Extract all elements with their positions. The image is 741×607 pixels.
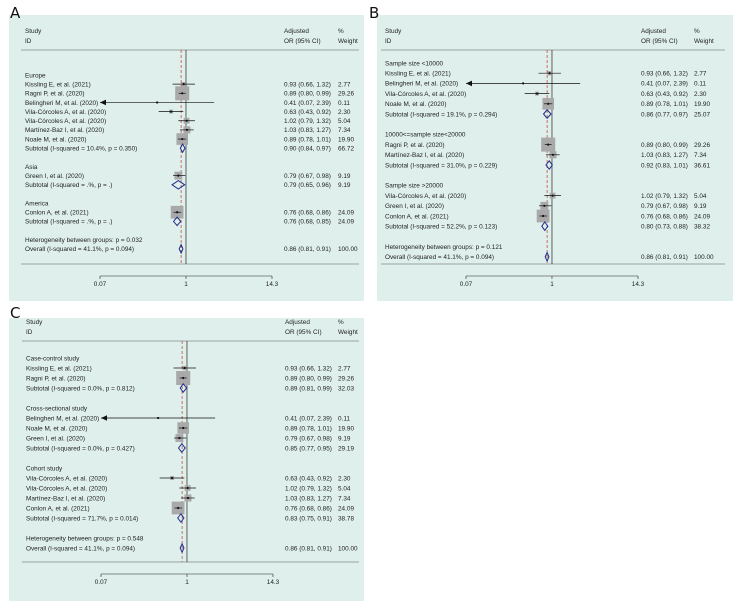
- row-weight: 66.72: [338, 145, 354, 153]
- row-ci: 0.89 (0.78, 1.01): [284, 136, 331, 144]
- row-ci: 0.63 (0.43, 0.92): [641, 90, 688, 98]
- row-ci: 0.89 (0.78, 1.01): [641, 101, 688, 109]
- row-weight: 29.26: [338, 375, 354, 383]
- row-ci: 0.93 (0.66, 1.32): [284, 81, 331, 89]
- row-label-group: Sample size <10000: [385, 60, 444, 68]
- row-weight: 9.19: [338, 435, 351, 443]
- row-label-study: Noale M, et al. (2020): [385, 101, 447, 109]
- row-weight: 19.90: [338, 136, 354, 144]
- point-estimate: [186, 120, 188, 122]
- header-study: Study: [25, 28, 42, 35]
- point-estimate: [549, 72, 551, 74]
- x-tick-label: 0.07: [459, 281, 473, 288]
- row-label-overall: Overall (I-squared = 41.1%, p = 0.094): [26, 545, 136, 553]
- subtotal-diamond: [178, 514, 184, 522]
- row-ci: 1.02 (0.79, 1.32): [641, 192, 688, 200]
- row-ci: 0.93 (0.66, 1.32): [285, 365, 332, 373]
- forest-plot-b: [377, 15, 733, 301]
- row-label-text: Heterogeneity between groups: p = 0.121: [385, 243, 503, 251]
- row-label-study: Green I, et al. (2020): [26, 435, 85, 443]
- header-study: Study: [385, 28, 402, 35]
- x-tick-label: 1: [184, 281, 188, 288]
- x-tick-label: 1: [185, 579, 189, 586]
- point-estimate: [187, 487, 189, 489]
- row-label-study: Vila-Córcoles A, et al. (2020): [385, 192, 467, 200]
- row-ci: 0.76 (0.68, 0.85): [284, 218, 331, 226]
- row-weight: 9.19: [338, 172, 351, 180]
- row-weight: 7.34: [338, 495, 351, 503]
- header-percent: %: [338, 28, 344, 35]
- point-estimate: [156, 101, 158, 103]
- row-label-study: Belingheri M, et al. (2020): [385, 80, 459, 88]
- row-label-group: Cohort study: [26, 465, 63, 473]
- point-estimate: [178, 437, 180, 439]
- header-id: ID: [25, 38, 32, 45]
- point-estimate: [182, 427, 184, 429]
- point-estimate: [186, 129, 188, 131]
- header-adjusted: Adjusted: [641, 28, 666, 35]
- row-ci: 0.92 (0.83, 1.01): [641, 162, 688, 170]
- panel-a: [9, 15, 364, 301]
- row-label-study: Noale M, et al. (2020): [25, 136, 87, 144]
- header-id: ID: [26, 329, 33, 336]
- row-ci: 1.02 (0.79, 1.32): [284, 118, 331, 126]
- row-weight: 2.30: [338, 475, 351, 483]
- point-estimate: [177, 507, 179, 509]
- row-label-group: Europe: [25, 72, 46, 80]
- point-estimate: [522, 82, 524, 84]
- row-ci: 1.03 (0.83, 1.27): [284, 127, 331, 135]
- header-id: ID: [385, 38, 392, 45]
- row-weight: 29.26: [694, 141, 710, 149]
- point-estimate: [176, 211, 178, 213]
- row-weight: 0.11: [338, 415, 350, 423]
- row-label-study: Green I, et al. (2020): [385, 203, 444, 211]
- point-estimate: [183, 83, 185, 85]
- point-estimate: [182, 377, 184, 379]
- row-ci: 0.41 (0.07, 2.39): [285, 415, 332, 423]
- row-weight: 36.61: [694, 162, 710, 170]
- row-ci: 0.89 (0.80, 0.99): [285, 375, 332, 383]
- row-weight: 24.09: [338, 218, 354, 226]
- forest-plot-c: [9, 318, 364, 601]
- x-tick-label: 0.07: [94, 579, 108, 586]
- row-label-study: Vila-Córcoles A, et al. (2020): [26, 485, 108, 493]
- row-ci: 0.89 (0.81, 0.99): [285, 385, 332, 393]
- row-weight: 2.30: [694, 90, 707, 98]
- row-weight: 0.11: [338, 99, 350, 107]
- row-label-study: Vila-Córcoles A, et al. (2020): [25, 108, 107, 116]
- row-label-subtotal: Subtotal (I-squared = 10.4%, p = 0.350): [25, 145, 138, 153]
- row-ci: 0.79 (0.65, 0.96): [284, 182, 331, 190]
- row-label-study: Conlon A, et al. (2021): [26, 505, 90, 513]
- row-label-subtotal: Subtotal (I-squared = 0.0%, p = 0.427): [26, 445, 135, 453]
- row-label-study: Ragni P, et al. (2020): [26, 375, 86, 383]
- row-label-study: Conlon A, et al. (2021): [385, 213, 449, 221]
- panel-label-c: C: [10, 304, 21, 322]
- row-ci: 0.90 (0.84, 0.97): [284, 145, 331, 153]
- subtotal-diamond: [180, 384, 186, 392]
- row-label-group: America: [25, 200, 49, 208]
- row-label-subtotal: Subtotal (I-squared = 71.7%, p = 0.014): [26, 515, 139, 523]
- row-weight: 24.09: [338, 209, 354, 217]
- point-estimate: [542, 215, 544, 217]
- row-label-text: Heterogeneity between groups: p = 0.032: [25, 237, 143, 244]
- row-label-study: Martínez-Baz I, et al. (2020): [26, 495, 106, 503]
- point-estimate: [157, 417, 159, 419]
- row-weight: 2.30: [338, 108, 351, 116]
- header-study: Study: [26, 319, 43, 326]
- ci-arrow: [100, 100, 106, 106]
- point-estimate: [552, 154, 554, 156]
- x-tick-label: 14.3: [266, 579, 280, 586]
- x-tick-label: 1: [550, 281, 554, 288]
- point-estimate: [543, 205, 545, 207]
- row-label-study: Ragni P, et al. (2020): [25, 90, 85, 98]
- row-weight: 100.00: [338, 545, 358, 553]
- point-estimate: [552, 195, 554, 197]
- row-label-study: Vila-Córcoles A, et al. (2020): [385, 90, 467, 98]
- row-label-group: Cross-sectional study: [26, 405, 88, 413]
- point-estimate: [170, 111, 172, 113]
- point-estimate: [181, 138, 183, 140]
- row-weight: 24.09: [694, 213, 710, 221]
- row-weight: 9.19: [694, 203, 707, 211]
- row-ci: 0.63 (0.43, 0.92): [284, 108, 331, 116]
- header-weight: Weight: [338, 329, 358, 336]
- row-ci: 0.93 (0.66, 1.32): [641, 70, 688, 78]
- row-weight: 2.77: [338, 365, 351, 373]
- row-label-text: Heterogeneity between groups: p = 0.548: [26, 535, 144, 543]
- row-ci: 0.79 (0.67, 0.98): [285, 435, 332, 443]
- point-estimate: [184, 367, 186, 369]
- row-weight: 5.04: [338, 118, 351, 126]
- header-adjusted: Adjusted: [284, 28, 309, 35]
- row-weight: 7.34: [338, 127, 351, 135]
- overall-diamond: [179, 245, 183, 253]
- row-ci: 0.76 (0.68, 0.86): [285, 505, 332, 513]
- subtotal-diamond: [172, 181, 185, 189]
- row-weight: 19.90: [338, 425, 354, 433]
- row-ci: 0.76 (0.68, 0.86): [284, 209, 331, 217]
- row-label-subtotal: Subtotal (I-squared = 52.2%, p = 0.123): [385, 223, 498, 231]
- row-label-study: Conlon A, et al. (2021): [25, 209, 89, 217]
- row-ci: 1.03 (0.83, 1.27): [641, 152, 688, 160]
- point-estimate: [536, 93, 538, 95]
- row-weight: 32.03: [338, 385, 354, 393]
- point-estimate: [171, 477, 173, 479]
- row-ci: 1.03 (0.83, 1.27): [285, 495, 332, 503]
- row-label-group: Sample size >20000: [385, 182, 444, 190]
- row-label-subtotal: Subtotal (I-squared = .%, p = .): [25, 218, 113, 226]
- row-label-overall: Overall (I-squared = 41.1%, p = 0.094): [25, 246, 135, 254]
- point-estimate: [547, 144, 549, 146]
- row-ci: 0.63 (0.43, 0.92): [285, 475, 332, 483]
- row-weight: 100.00: [338, 246, 358, 254]
- row-label-study: Martínez-Baz I, et al. (2020): [25, 127, 105, 135]
- header-or-ci: OR (95% CI): [285, 329, 322, 336]
- row-ci: 0.85 (0.77, 0.95): [285, 445, 332, 453]
- row-ci: 0.76 (0.68, 0.86): [641, 213, 688, 221]
- point-estimate: [187, 497, 189, 499]
- row-ci: 0.79 (0.67, 0.98): [284, 172, 331, 180]
- row-weight: 24.09: [338, 505, 354, 513]
- x-tick-label: 0.07: [93, 281, 107, 288]
- row-label-study: Belingheri M, et al. (2020): [25, 99, 99, 107]
- row-weight: 7.34: [694, 152, 707, 160]
- row-weight: 2.77: [694, 70, 707, 78]
- row-label-study: Martínez-Baz I, et al. (2020): [385, 152, 465, 160]
- row-label-subtotal: Subtotal (I-squared = .%, p = .): [25, 182, 113, 190]
- row-label-study: Kissling E, et al. (2021): [26, 365, 92, 373]
- row-label-study: Kissling E, et al. (2021): [385, 70, 451, 78]
- ci-arrow: [466, 81, 472, 87]
- header-or-ci: OR (95% CI): [284, 38, 321, 45]
- row-weight: 29.26: [338, 90, 354, 98]
- row-ci: 0.80 (0.73, 0.88): [641, 223, 688, 231]
- row-label-subtotal: Subtotal (I-squared = 19.1%, p = 0.294): [385, 111, 498, 119]
- row-weight: 38.32: [694, 223, 710, 231]
- panel-label-b: B: [369, 4, 380, 22]
- header-weight: Weight: [338, 38, 358, 45]
- row-ci: 0.89 (0.80, 0.99): [641, 141, 688, 149]
- x-tick-label: 14.3: [631, 281, 645, 288]
- row-ci: 0.41 (0.07, 2.39): [641, 80, 688, 88]
- row-label-study: Vila-Córcoles A, et al. (2020): [25, 118, 107, 126]
- row-ci: 0.86 (0.81, 0.91): [641, 254, 688, 262]
- row-ci: 0.89 (0.80, 0.99): [284, 90, 331, 98]
- row-label-study: Vila-Córcoles A, et al. (2020): [26, 475, 108, 483]
- row-ci: 0.79 (0.67, 0.98): [641, 203, 688, 211]
- row-weight: 5.04: [694, 192, 707, 200]
- row-ci: 0.41 (0.07, 2.39): [284, 99, 331, 107]
- row-label-study: Noale M, et al. (2020): [26, 425, 88, 433]
- row-ci: 0.89 (0.78, 1.01): [285, 425, 332, 433]
- point-estimate: [547, 103, 549, 105]
- forest-plot-a: [9, 15, 364, 301]
- row-label-study: Belingheri M, et al. (2020): [26, 415, 100, 423]
- row-label-study: Green I, et al. (2020): [25, 172, 84, 180]
- row-weight: 5.04: [338, 485, 351, 493]
- row-label-group: 10000<=sample size<20000: [385, 131, 466, 139]
- panel-label-a: A: [10, 4, 21, 22]
- row-weight: 100.00: [694, 254, 714, 262]
- row-label-group: Asia: [25, 163, 38, 171]
- row-weight: 19.90: [694, 101, 710, 109]
- row-label-group: Case-control study: [26, 355, 80, 363]
- row-label-study: Ragni P, et al. (2020): [385, 141, 445, 149]
- point-estimate: [177, 175, 179, 177]
- row-label-subtotal: Subtotal (I-squared = 0.0%, p = 0.812): [26, 385, 135, 393]
- x-tick-label: 14.3: [265, 281, 279, 288]
- row-weight: 9.19: [338, 182, 351, 190]
- point-estimate: [181, 92, 183, 94]
- row-weight: 2.77: [338, 81, 351, 89]
- ci-arrow: [101, 415, 107, 421]
- row-ci: 1.02 (0.79, 1.32): [285, 485, 332, 493]
- row-ci: 0.86 (0.81, 0.91): [285, 545, 332, 553]
- row-weight: 25.07: [694, 111, 710, 119]
- header-adjusted: Adjusted: [285, 319, 310, 326]
- row-label-study: Kissling E, et al. (2021): [25, 81, 91, 89]
- row-ci: 0.86 (0.81, 0.91): [284, 246, 331, 254]
- row-label-subtotal: Subtotal (I-squared = 31.0%, p = 0.229): [385, 162, 498, 170]
- header-or-ci: OR (95% CI): [641, 38, 678, 45]
- row-ci: 0.86 (0.77, 0.97): [641, 111, 688, 119]
- header-percent: %: [694, 28, 700, 35]
- header-percent: %: [338, 319, 344, 326]
- row-label-overall: Overall (I-squared = 41.1%, p = 0.094): [385, 254, 495, 262]
- row-weight: 0.11: [694, 80, 706, 88]
- header-weight: Weight: [694, 38, 714, 45]
- panel-c: [9, 318, 364, 601]
- row-weight: 38.78: [338, 515, 354, 523]
- panel-b: [377, 15, 733, 301]
- row-ci: 0.83 (0.75, 0.91): [285, 515, 332, 523]
- row-weight: 29.19: [338, 445, 354, 453]
